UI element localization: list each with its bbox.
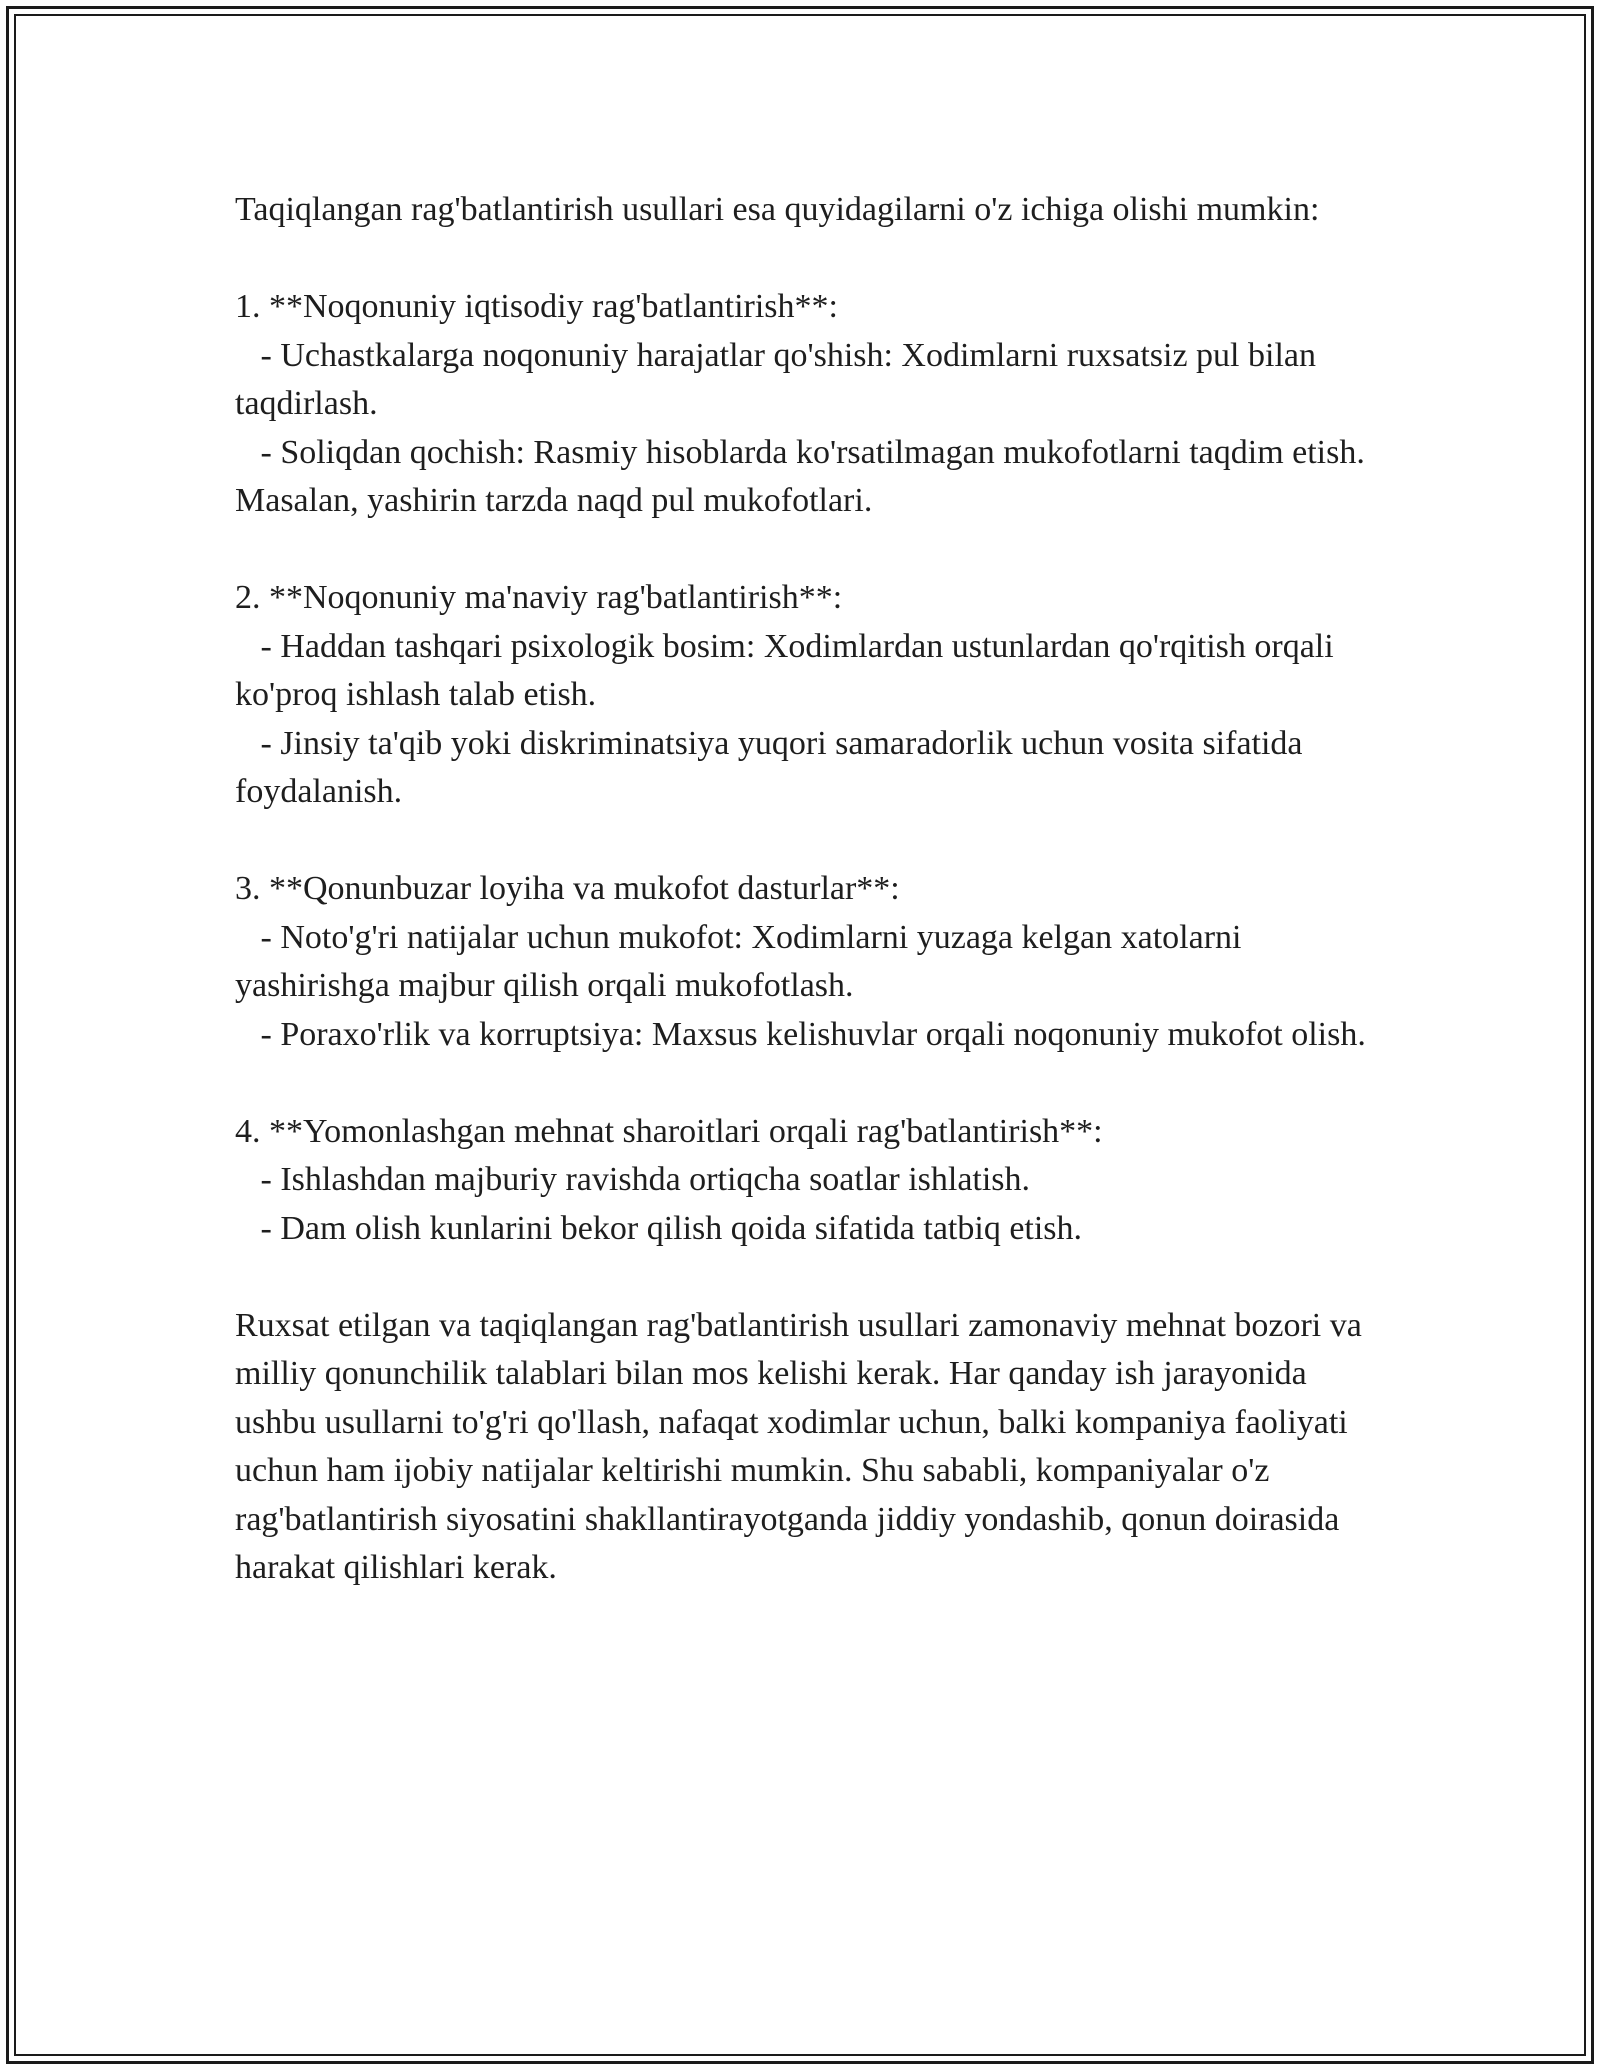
document-body (235, 186, 1395, 1593)
section-heading: 1. **Noqonuniy iqtisodiy rag'batlantirish**: (235, 288, 838, 325)
conclusion-paragraph: Ruxsat etilgan va taqiqlangan rag'batlantirish usullari zamonaviy mehnat bozori va milliy qonunchilik talablari bilan mos kelishi kerak. Har qanday ish jarayonida ushbu usullarni to'g'ri qo'llash, nafaqat xodimlar uchun, balki kompaniya faoliyati uchun ham ijobiy natijalar keltirishi mumkin. Shu sababli, kompaniyalar o'z rag'batlantirish siyosatini shakllantirayotganda jiddiy yondashib, qonun doirasida harakat qilishlari kerak. (235, 1306, 1362, 1586)
section-4 (235, 1108, 1395, 1254)
paragraph-gap (235, 235, 1395, 284)
section-bullet: - Noto'g'ri natijalar uchun mukofot: Xodimlarni yuzaga kelgan xatolarni yashirishga majbur qilish orqali mukofotlash. (235, 918, 1242, 1004)
section-bullet: - Poraxo'rlik va korruptsiya: Maxsus kelishuvlar orqali noqonuniy mukofot olish. (260, 1015, 1366, 1053)
section-bullet: - Uchastkalarga noqonuniy harajatlar qo'shish: Xodimlarni ruxsatsiz pul bilan taqdirlash. (235, 336, 1316, 422)
section-heading: 2. **Noqonuniy ma'naviy rag'batlantirish**: (235, 579, 843, 616)
section-bullet: - Dam olish kunlarini bekor qilish qoida sifatida tatbiq etish. (260, 1209, 1083, 1247)
section-heading: 3. **Qonunbuzar loyiha va mukofot dasturlar**: (235, 870, 900, 907)
section-bullet: - Ishlashdan majburiy ravishda ortiqcha soatlar ishlatish. (260, 1161, 1031, 1198)
intro-paragraph: Taqiqlangan rag'batlantirish usullari esa quyidagilarni o'z ichiga olishi mumkin: (235, 191, 1320, 228)
paragraph-gap (235, 1059, 1395, 1108)
section-1 (235, 283, 1395, 526)
paragraph-gap (235, 1253, 1395, 1302)
section-bullet: - Jinsiy ta'qib yoki diskriminatsiya yuqori samaradorlik uchun vosita sifatida foydalanish. (235, 724, 1303, 810)
section-bullet: - Soliqdan qochish: Rasmiy hisoblarda ko'rsatilmagan mukofotlarni taqdim etish. Masalan, yashirin tarzda naqd pul mukofotlari. (235, 433, 1365, 519)
section-bullet: - Haddan tashqari psixologik bosim: Xodimlardan ustunlardan qo'rqitish orqali ko'proq ishlash talab etish. (235, 627, 1334, 713)
section-3 (235, 865, 1395, 1059)
section-2 (235, 574, 1395, 817)
section-heading: 4. **Yomonlashgan mehnat sharoitlari orqali rag'batlantirish**: (235, 1112, 1103, 1150)
paragraph-gap (235, 526, 1395, 575)
paragraph-gap (235, 817, 1395, 866)
